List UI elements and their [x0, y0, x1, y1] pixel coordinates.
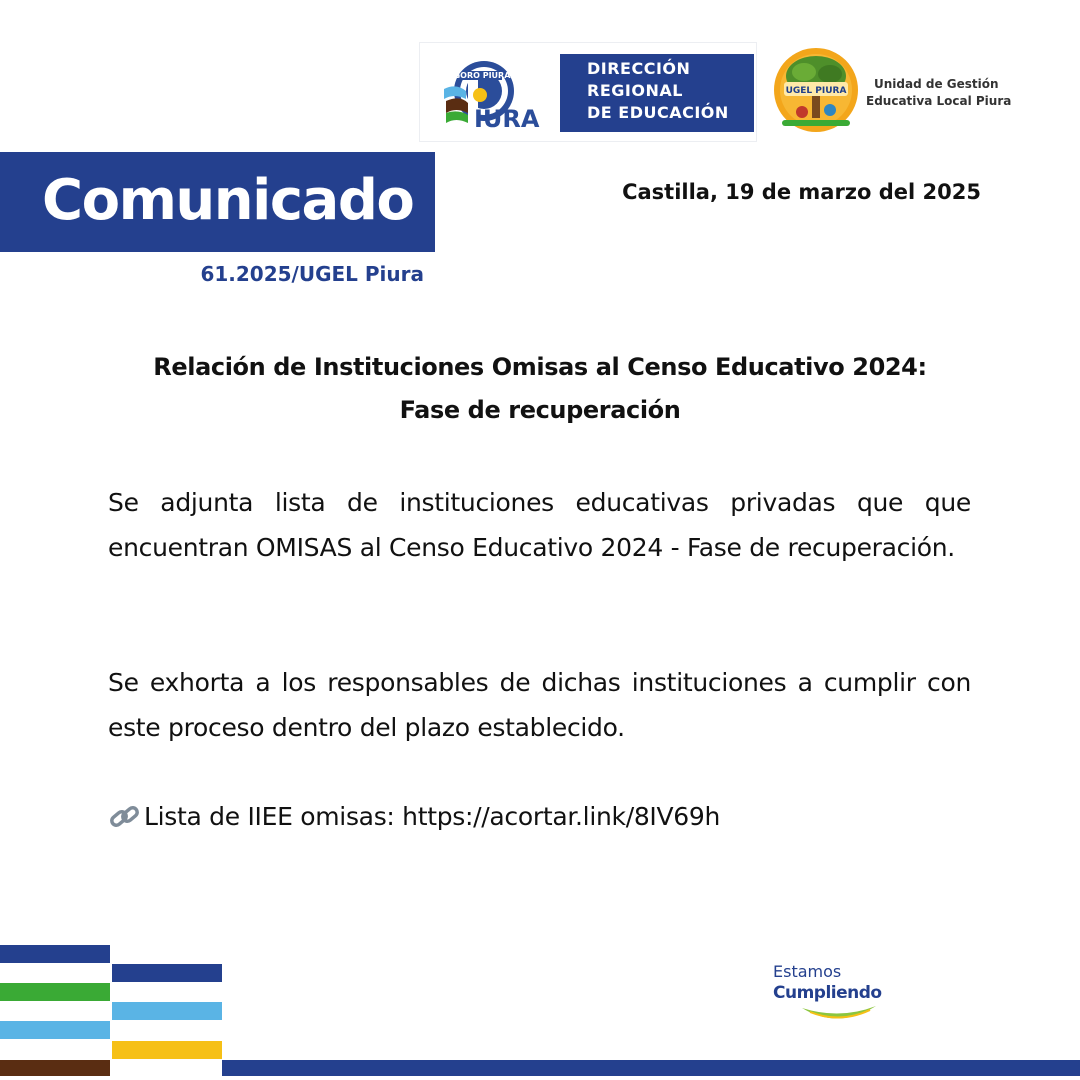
footer-stripe-blue-2: [112, 964, 222, 982]
notice-heading: [100, 346, 980, 432]
heading-line-2: Fase de recuperación: [399, 396, 681, 424]
omisas-list-link[interactable]: [108, 794, 720, 839]
dre-line-3: DE EDUCACIÓN: [587, 103, 729, 122]
footer-stripe-brown: [0, 1060, 110, 1076]
footer-stripe-lightblue-2: [0, 1021, 110, 1039]
ugel-piura-logo: [772, 46, 860, 134]
footer-stripe-green: [0, 983, 110, 1001]
dre-logo-box: [560, 54, 754, 132]
body-paragraph-1: Se adjunta lista de instituciones educativas privadas que que encuentran OMISAS al Censo Educativo 2024 - Fase de recuperación.: [108, 488, 971, 562]
slogan-line-1: Estamos: [773, 962, 842, 981]
footer-bottom-bar: [222, 1060, 1080, 1076]
page-title: Comunicado: [42, 168, 414, 233]
dre-line-1: DIRECCIÓN: [587, 59, 691, 78]
footer-stripe-lightblue-1: [112, 1002, 222, 1020]
dre-line-2: REGIONAL: [587, 81, 683, 100]
header-logo-strip: [419, 42, 757, 142]
document-date: Castilla, 19 de marzo del 2025: [622, 180, 981, 204]
ugel-name: [866, 76, 1026, 110]
goro-logo-text: GORO PIURA: [453, 71, 511, 80]
ugel-logo-text: UGEL PIURA: [785, 86, 847, 96]
link-icon: [108, 802, 142, 832]
svg-text:IURA: IURA: [474, 105, 540, 133]
slogan-line-2: Cumpliendo: [773, 983, 882, 1003]
ugel-name-line-1: Unidad de Gestión: [874, 77, 999, 91]
ugel-name-line-2: Educativa Local Piura: [866, 94, 1012, 108]
title-banner: [0, 152, 435, 252]
document-reference: 61.2025/UGEL Piura: [200, 262, 424, 286]
goro-piura-logo: [434, 51, 552, 133]
footer-stripe-blue-1: [0, 945, 110, 963]
heading-line-1: Relación de Instituciones Omisas al Censo Educativo 2024:: [153, 353, 927, 381]
link-text[interactable]: Lista de IIEE omisas: https://acortar.link/8IV69h: [144, 802, 721, 831]
footer-stripe-yellow: [112, 1041, 222, 1059]
slogan-swoosh-icon: [800, 1004, 878, 1024]
body-paragraph-2: Se exhorta a los responsables de dichas instituciones a cumplir con este proceso dentro del plazo establecido.: [108, 668, 971, 742]
